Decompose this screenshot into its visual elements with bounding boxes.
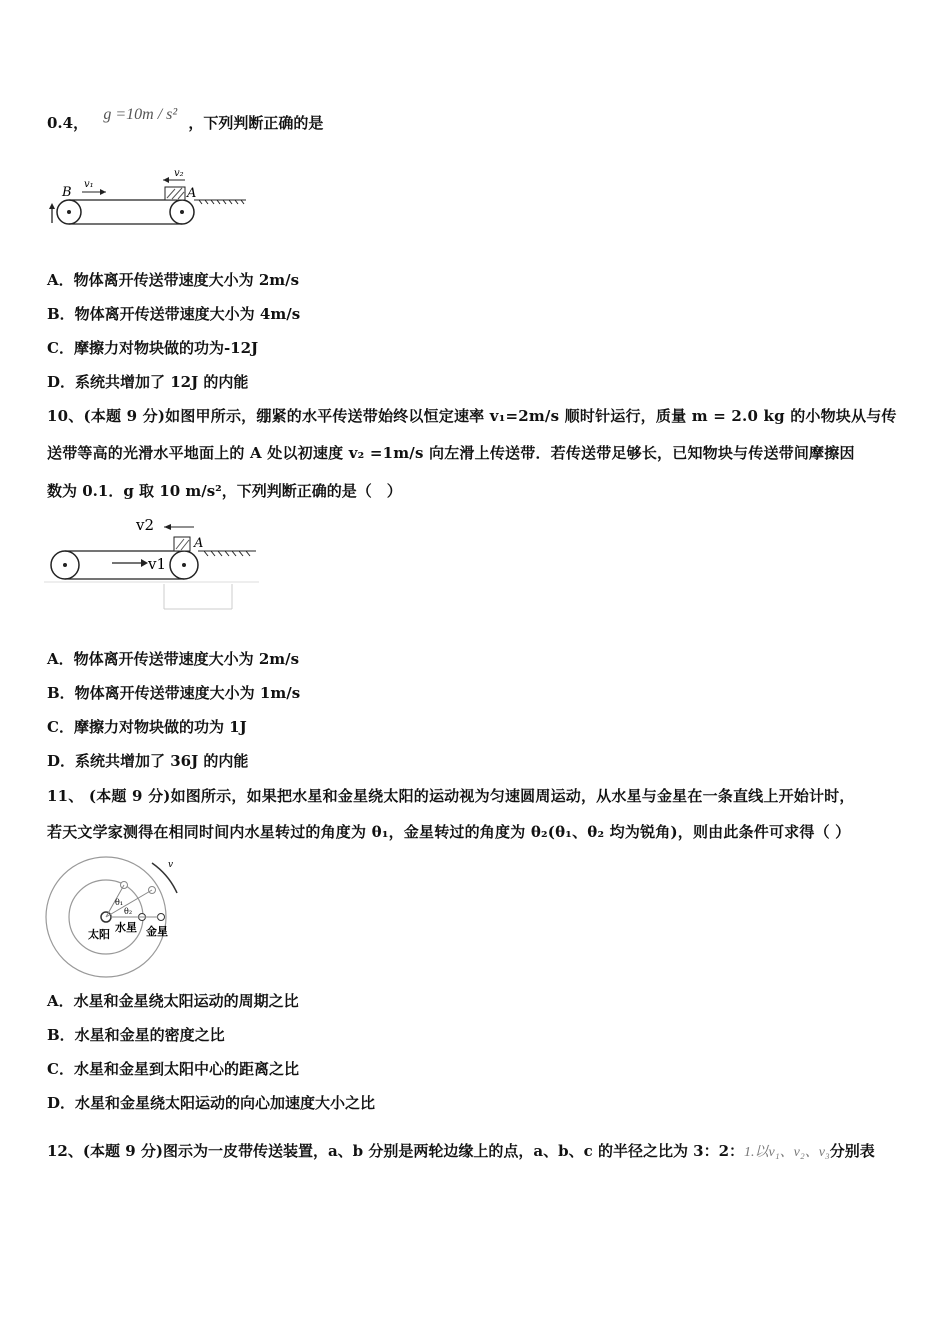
option-d: D．系统共增加了 36J 的内能 — [47, 752, 249, 770]
intro-prefix: 0.4， — [47, 114, 89, 132]
question-10-line-2: 送带等高的光滑水平地面上的 A 处以初速度 v₂ =1m/s 向左滑上传送带．若传送带足够长，已知物块与传送带间摩擦因 — [47, 444, 855, 462]
question-10-line-1: 10、(本题 9 分)如图甲所示，绷紧的水平传送带始终以恒定速率 v₁=2m/s 顺时针运行，质量 m = 2.0 kg 的小物块从与传 — [47, 407, 897, 425]
label-theta2: θ₂ — [124, 907, 133, 916]
label-a: A — [194, 536, 204, 551]
label-b: B — [62, 185, 72, 200]
label-venus: 金星 — [146, 925, 168, 938]
gravity-formula: g =10m / s² — [103, 106, 178, 123]
label-v1: v1 — [148, 555, 167, 573]
label-v: v — [168, 860, 174, 870]
conveyor-figure-2 — [44, 512, 264, 612]
label-mercury: 水星 — [115, 921, 137, 934]
question-12-suffix: 分别表 — [829, 1142, 875, 1160]
question-10-line-3: 数为 0.1．g 取 10 m/s²，下列判断正确的是（ ） — [47, 482, 402, 500]
option-c: C．摩擦力对物块做的功为 1J — [47, 718, 247, 736]
question-12-text: 12、(本题 9 分)图示为一皮带传送装置，a、b 分别是两轮边缘上的点，a、b、c 的半径之比为 3：2： — [47, 1142, 745, 1160]
question-12-line-1 — [47, 1141, 875, 1163]
label-a: A — [187, 186, 197, 201]
option-c: C．水星和金星到太阳中心的距离之比 — [47, 1060, 299, 1078]
question-11-line-2: 若天文学家测得在相同时间内水星转过的角度为 θ₁，金星转过的角度为 θ₂(θ₁、θ₂ 均为锐角)，则由此条件可求得（ ） — [47, 823, 851, 841]
option-c: C．摩擦力对物块做的功为-12J — [47, 339, 259, 357]
velocity-formula: 1.以v₁、v₂、v₃ — [744, 1145, 830, 1160]
question-11-line-1: 11、 (本题 9 分)如图所示，如果把水星和金星绕太阳的运动视为匀速圆周运动，从水星与金星在一条直线上开始计时， — [47, 787, 855, 805]
conveyor-figure-1 — [44, 165, 249, 230]
label-theta1: θ₁ — [115, 898, 124, 907]
intro-line — [47, 106, 324, 134]
option-a: A．物体离开传送带速度大小为 2m/s — [47, 271, 300, 289]
label-v1: v₁ — [84, 179, 94, 190]
label-sun: 太阳 — [88, 928, 110, 941]
option-b: B．水星和金星的密度之比 — [47, 1026, 225, 1044]
option-a: A．物体离开传送带速度大小为 2m/s — [47, 650, 300, 668]
option-a: A．水星和金星绕太阳运动的周期之比 — [47, 992, 299, 1010]
option-d: D．系统共增加了 12J 的内能 — [47, 373, 249, 391]
option-d: D．水星和金星绕太阳运动的向心加速度大小之比 — [47, 1094, 376, 1112]
label-v2: v₂ — [174, 168, 184, 179]
orbit-figure — [44, 855, 184, 980]
intro-suffix: ，下列判断正确的是 — [188, 114, 324, 132]
option-b: B．物体离开传送带速度大小为 1m/s — [47, 684, 301, 702]
label-v2: v2 — [136, 516, 155, 534]
option-b: B．物体离开传送带速度大小为 4m/s — [47, 305, 301, 323]
